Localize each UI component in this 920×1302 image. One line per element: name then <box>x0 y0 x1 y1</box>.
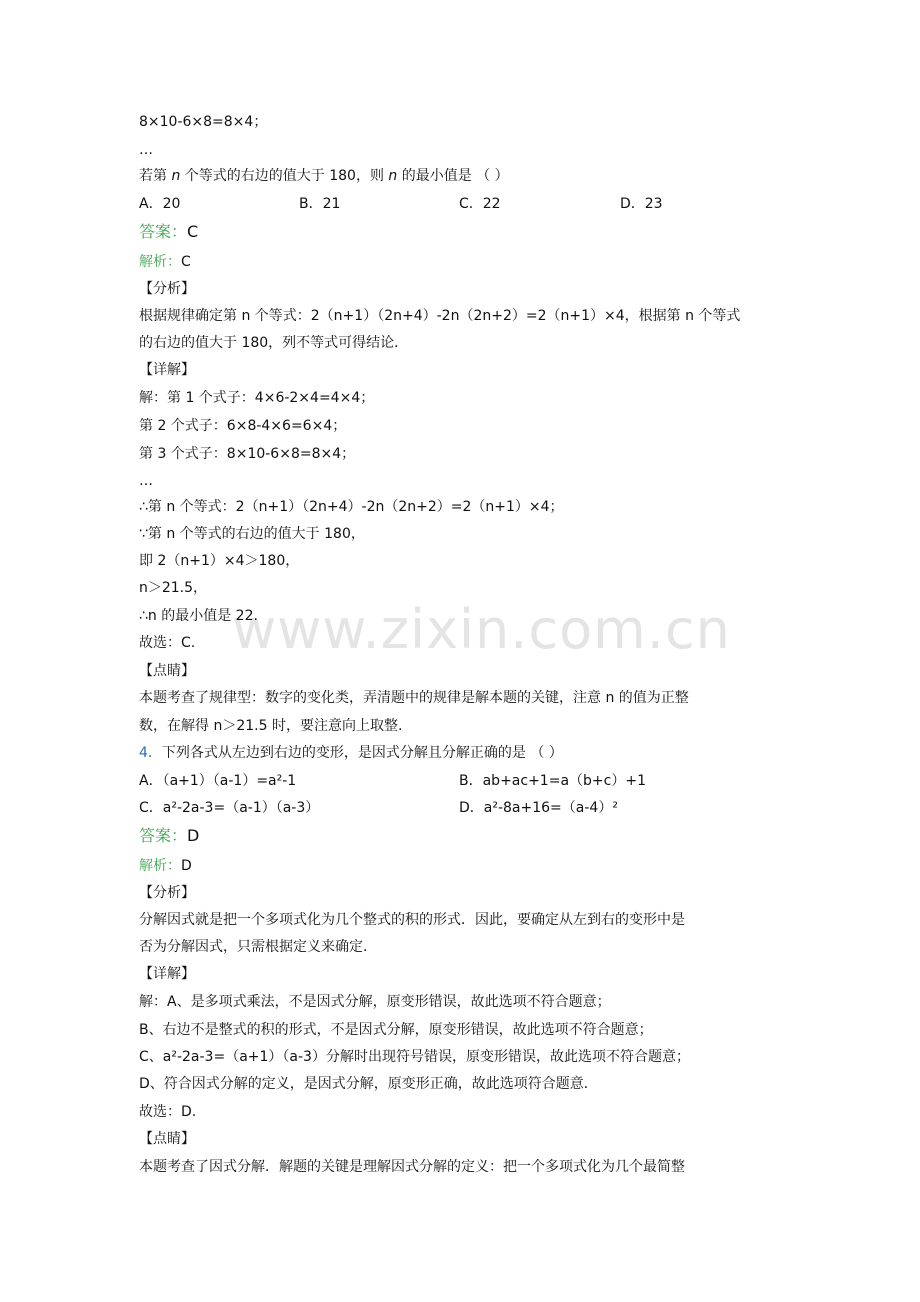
text-line: 数，在解得 n＞21.5 时，要注意向上取整. <box>139 718 403 734</box>
question-4-stem <box>139 743 789 763</box>
analysis-label: 解析： <box>139 254 181 270</box>
section-heading: 【详解】 <box>139 966 195 982</box>
text-line: 即 2（n+1）×4＞180， <box>139 553 300 569</box>
text-line: 第 3 个式子：8×10-6×8=8×4； <box>139 446 356 462</box>
question-stem <box>139 166 789 186</box>
variable-n: n <box>171 168 181 184</box>
text-line: 分解因式就是把一个多项式化为几个整式的积的形式．因此，要确定从左到右的变形中是 <box>139 912 685 928</box>
text-line: … <box>139 473 153 489</box>
text-line: 解：第 1 个式子：4×6-2×4=4×4； <box>139 390 375 406</box>
text-line: C、a²-2a-3=（a+1）（a-3）分解时出现符号错误，原变形错误，故此选项不符合题意； <box>139 1049 690 1065</box>
answer-value: C <box>187 222 199 241</box>
text-line: ∴n 的最小值是 22. <box>139 608 258 624</box>
option-a: A．20 <box>139 196 181 212</box>
answer-label: 答案： <box>139 222 188 241</box>
text-line: 故选：D. <box>139 1104 197 1120</box>
text-line: 否为分解因式，只需根据定义来确定． <box>139 939 377 955</box>
text-line: … <box>139 142 153 158</box>
answer-label: 答案： <box>139 826 188 845</box>
section-heading: 【点睛】 <box>139 1131 195 1147</box>
question-number: 4． <box>139 745 162 761</box>
option-b: B．ab+ac+1=a（b+c）+1 <box>459 773 646 789</box>
text-span: 的最小值是 （ ） <box>397 168 509 184</box>
text-line: 本题考查了因式分解．解题的关键是理解因式分解的定义：把一个多项式化为几个最简整 <box>139 1159 685 1175</box>
analysis-label: 解析： <box>139 858 181 874</box>
text-line: 解：A、是多项式乘法，不是因式分解，原变形错误，故此选项不符合题意； <box>139 994 611 1010</box>
option-a: A．（a+1）（a-1）=a²-1 <box>139 773 297 789</box>
option-c: C．a²-2a-3=（a-1）（a-3） <box>139 800 320 816</box>
question-text: 下列各式从左边到右边的变形，是因式分解且分解正确的是 （ ） <box>161 745 563 761</box>
section-heading: 【分析】 <box>139 281 195 297</box>
option-b: B．21 <box>299 196 341 212</box>
watermark: www.zixin.com.cn <box>232 598 731 661</box>
analysis-value: D <box>181 858 192 874</box>
text-span: 若第 <box>139 168 172 184</box>
text-line: 8×10-6×8=8×4； <box>139 114 268 130</box>
text-line: 本题考查了规律型：数字的变化类，弄清题中的规律是解本题的关键，注意 n 的值为正整 <box>139 690 689 706</box>
analysis-line <box>139 856 789 876</box>
option-c: C．22 <box>459 196 501 212</box>
text-line: ∴第 n 个等式：2（n+1）（2n+4）-2n（2n+2）=2（n+1）×4； <box>139 499 564 515</box>
text-line: D、符合因式分解的定义，是因式分解，原变形正确，故此选项符合题意． <box>139 1076 598 1092</box>
text-line: 根据规律确定第 n 个等式：2（n+1）（2n+4）-2n（2n+2）=2（n+1）×4，根据第 n 个等式 <box>139 308 741 324</box>
variable-n: n <box>388 168 398 184</box>
section-heading: 【分析】 <box>139 885 195 901</box>
section-heading: 【详解】 <box>139 362 195 378</box>
text-span: 个等式的右边的值大于 180，则 <box>180 168 389 184</box>
analysis-line <box>139 252 789 272</box>
text-line: 故选：C. <box>139 635 196 651</box>
section-heading: 【点睛】 <box>139 663 195 679</box>
text-line: 的右边的值大于 180，列不等式可得结论． <box>139 335 409 351</box>
text-line: 第 2 个式子：6×8-4×6=6×4； <box>139 418 347 434</box>
text-line: ∵第 n 个等式的右边的值大于 180， <box>139 526 365 542</box>
answer-value: D <box>187 826 200 845</box>
analysis-value: C <box>181 254 191 270</box>
option-d: D．23 <box>620 196 663 212</box>
answer-line <box>139 222 789 242</box>
option-d: D．a²-8a+16=（a-4）² <box>459 800 618 816</box>
answer-line <box>139 826 789 846</box>
text-line: n＞21.5， <box>139 580 208 596</box>
text-line: B、右边不是整式的积的形式，不是因式分解，原变形错误，故此选项不符合题意； <box>139 1022 653 1038</box>
